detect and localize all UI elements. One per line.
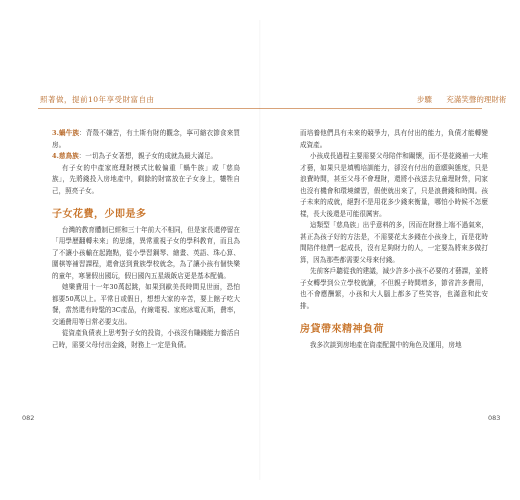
section-heading: 子女花費，少即是多 <box>52 209 147 220</box>
right-page-body <box>300 128 488 351</box>
item-number: 3. <box>52 129 59 137</box>
paragraph: 有子女的中產家庭理財模式比較偏重「蝸牛族」或「慈鳥族」，先將錢投入房地產中，剩餘的財富放在子女身上，犧牲自己，照亮子女。 <box>52 163 240 195</box>
paragraph: 這類型「慈鳥族」出乎意料的多，因而在財務上端不過氣來，甚正為孩子好的方法是，不需要花太多錢在小孩身上，而是花時間陪伴他們一起成長，沒有足夠財力的人，一定要為將來多做打算，因為那些都需要父母來付錢。 <box>300 221 488 264</box>
section-heading: 房貸帶來精神負荷 <box>300 324 384 335</box>
item-term: 蝸牛族 <box>58 129 80 137</box>
running-header-right <box>417 94 506 105</box>
paragraph: 我多次談到房地產在資產配置中的角色及運用，房地 <box>309 340 462 349</box>
list-item <box>52 151 240 163</box>
chapter-title: 充滿笑聲的理財術 <box>446 95 507 104</box>
item-number: 4. <box>52 152 59 160</box>
left-page-body <box>52 128 240 351</box>
header-rule <box>260 108 482 109</box>
paragraph: 而培養他們具有未來的競爭力，具有付出的能力，負債才能轉變成資產。 <box>300 129 488 149</box>
chapter-label: 步驟 <box>417 95 432 104</box>
right-page <box>260 0 520 500</box>
running-header-left: 照著做，提前10年享受財富自由 <box>40 95 155 104</box>
item-term: 慈鳥族 <box>58 152 79 160</box>
list-item <box>52 128 240 151</box>
paragraph: 小孩成長過程主要需要父母陪伴和關懷，而不是花錢補一大堆才藝，如果只是填鴨培訓能力，卻沒有付出的意願與態度，只是浪費時間，甚至父母不會理財，還將小孩送去兒童理財營，同家也沒有機會和環境練習，假使就出來了，只是浪費錢和時間。孩子未來的成就，絕對不是用花多少錢來衡量，哪怕小時候不怎麼樣，長大後還是可能很厲害。 <box>300 152 488 218</box>
item-text: ：一切為子女著想，親子女的成就為最大滿足。 <box>78 152 218 160</box>
paragraph: 從資產負債表上思考對子女的投資，小孩沒有賺錢能力養活自己時，需要父母付出金錢，財務上一定是負債。 <box>52 329 240 349</box>
item-text: ：背殼不嫌苦，有土斯有財的觀念，寧可縮衣節食來買房。 <box>52 129 241 149</box>
paragraph: 台灣的教育體制已經和三十年前大不相同，但是家長還停留在「用學歷翻轉未來」的思維，異常重視子女的學科教育，而且為了不讓小孩輸在起跑點，從小學習鋼琴、繪畫、英語、珠心算、圍棋等補習課程，還會送到貴族學校就念，為了讓小孩有個快樂的童年，寒暑假出國玩，假日國內五星級飯店更是基本配備。 <box>52 225 240 280</box>
page-number-left: 082 <box>22 414 35 422</box>
paragraph: 先前客戶聽從我的建議，減少許多小孩不必要的才藝課，並將子女轉學到公立學校就讀，不但親子時間增多，節省許多費用，也不會應酬繁，小孩和大人腦上都多了些笑容，也滿意和此安排。 <box>300 267 488 310</box>
paragraph: 她樂費用十一年30萬起跳，如果到歐美長時間見世面，恐怕都要50萬以上。平常日或假日，想想大家的辛苦，要上館子吃大餐，當然還有時髦的3C產品，有線電視、家庭冰電瓦斯，費率，交通費用等日常必要支出。 <box>52 283 240 326</box>
header-rule <box>38 108 260 109</box>
page-number-right: 083 <box>488 414 501 422</box>
